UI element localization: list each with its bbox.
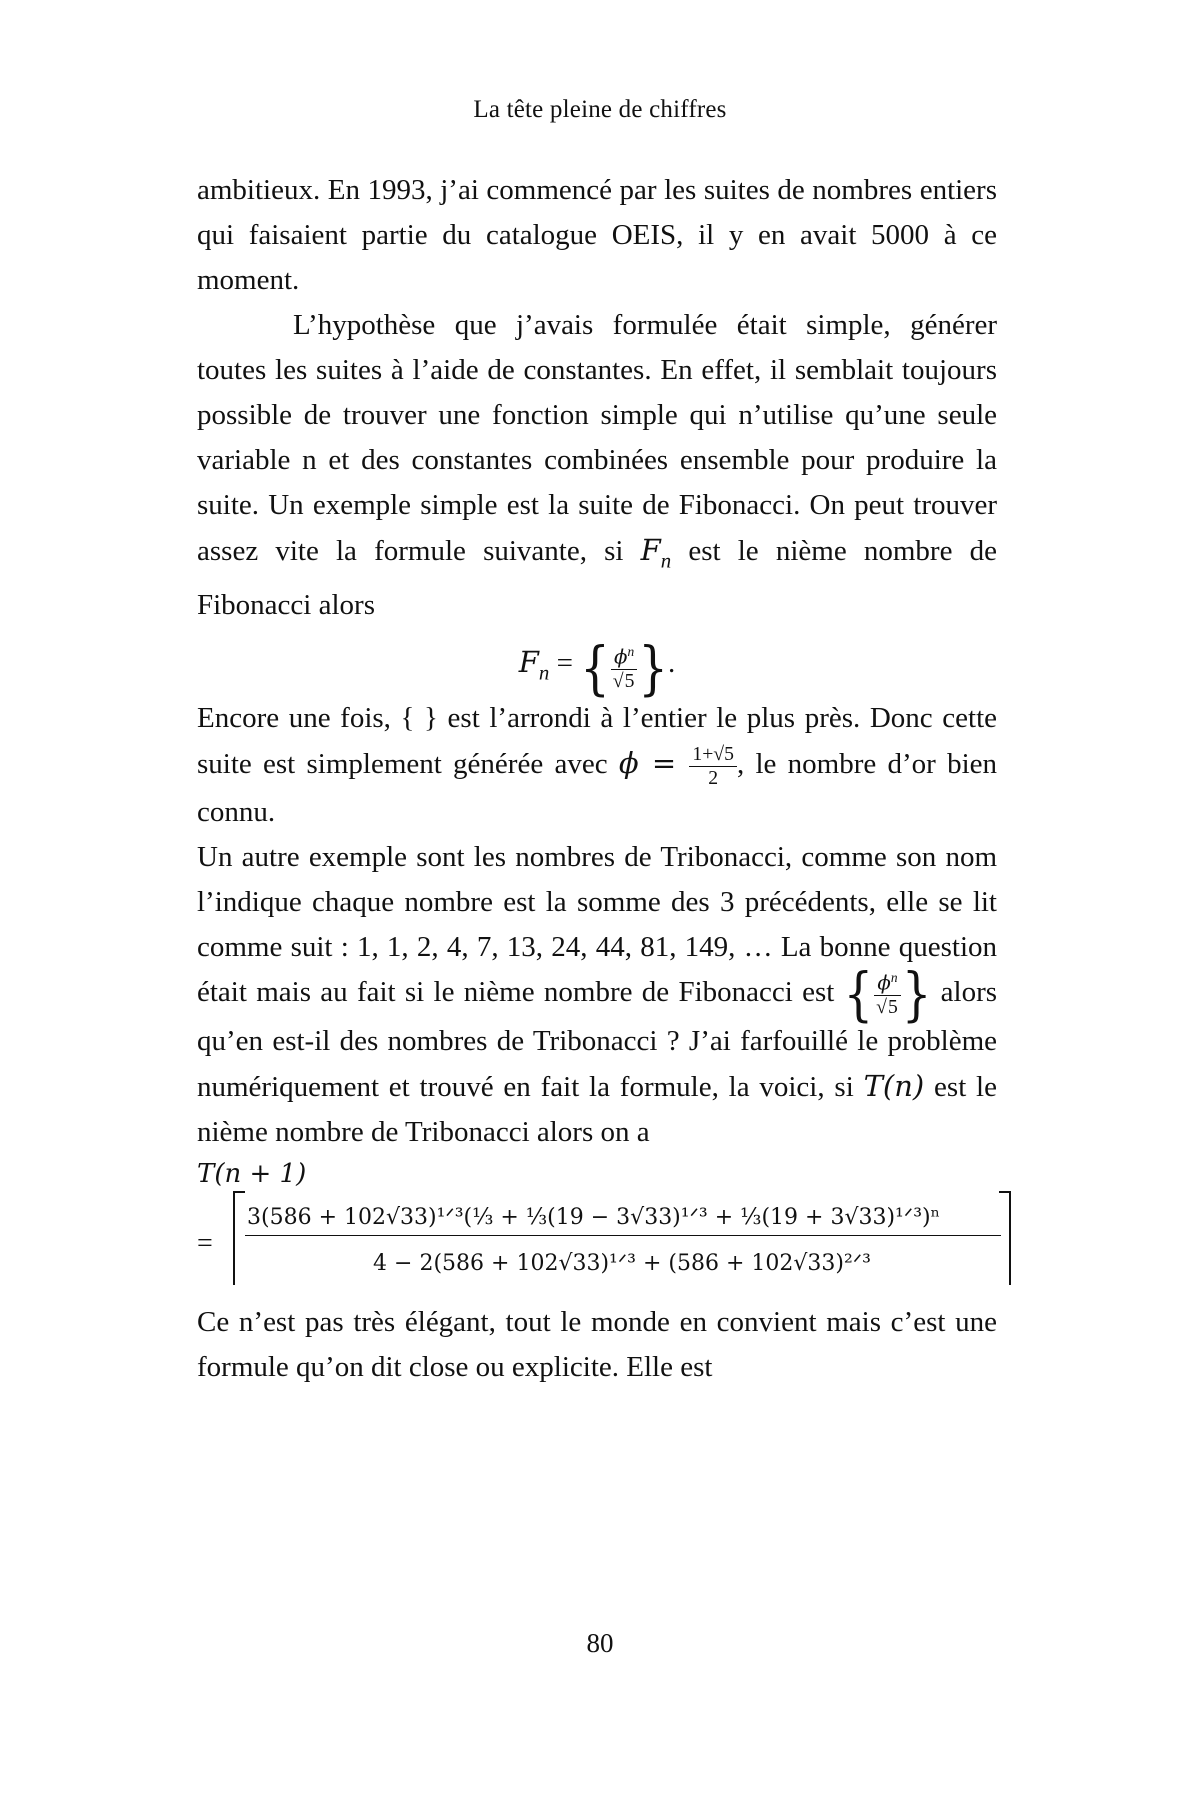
paragraph-1: ambitieux. En 1993, j’ai commencé par les suites de nombres entiers qui faisaient partie du catalogue OEIS, il y en avait 5000 à ce moment. — [197, 174, 997, 296]
p4-radicand: 5 — [887, 995, 898, 1018]
paragraph-2 — [197, 303, 997, 628]
eq1-radicand: 5 — [624, 669, 635, 692]
paragraph-3-end: , le nombre d’or bien connu. — [197, 748, 997, 828]
fibonacci-equation — [197, 630, 997, 702]
formula-denominator: 4 − 2(586 + 102√33)¹ᐟ³ + (586 + 102√33)²ᐟ³ — [373, 1250, 871, 1276]
page-number: 80 — [586, 1628, 614, 1658]
eq1-phi: ϕ — [614, 645, 628, 668]
paragraph-5: Ce n’est pas très élégant, tout le monde en convient mais c’est une formule qu’on dit close ou explicite. Elle est — [197, 1306, 997, 1383]
tribonacci-formula — [197, 1191, 997, 1287]
formula-numerator: 3(586 + 102√33)¹ᐟ³(⅓ + ⅓(19 − 3√33)¹ᐟ³ + ⅓(19 + 3√33)¹ᐟ³)ⁿ — [247, 1204, 941, 1230]
paragraph-4 — [197, 835, 997, 1155]
p4-phi-sup: n — [890, 969, 898, 985]
paragraph-2-end: est le nième nombre de Fibonacci alors — [197, 535, 997, 622]
running-head: La tête pleine de chiffres — [473, 96, 727, 123]
paragraph-3-start: Encore une fois, { } est l’arrondi à l’entier le plus près. Donc cette suite est simplement générée avec — [197, 702, 997, 781]
floor-bracket-right — [999, 1191, 1011, 1285]
tn-symbol: T(n) — [863, 1068, 925, 1103]
eq1-lhs: F — [518, 645, 539, 680]
golden-ratio-den: 2 — [708, 767, 719, 790]
paragraph-3 — [197, 696, 997, 835]
fn-symbol: F — [640, 533, 661, 567]
p4-phi: ϕ — [877, 971, 891, 995]
tribonacci-lhs: T(n + 1) — [197, 1158, 307, 1189]
formula-equals: = — [197, 1227, 213, 1259]
paragraph-4-end: est le nième nombre de Tribonacci alors on a — [197, 1070, 997, 1148]
paragraph-4-mid: alors qu’en est-il des nombres de Tribonacci ? J’ai farfouillé le problème numériquement et trouvé en fait la formule, la voici, si — [197, 975, 998, 1103]
golden-ratio-num: 1+√5 — [689, 743, 737, 767]
golden-ratio-fraction — [689, 743, 737, 789]
floor-bracket-left — [233, 1191, 245, 1285]
eq1-period: . — [667, 647, 676, 680]
p4-rounding: { $\frac{\phi^n}{√5}$ } — [843, 960, 932, 1028]
formula-fraction-bar — [245, 1235, 1001, 1236]
eq1-lhs-sub: n — [538, 660, 550, 685]
phi-definition: ϕ = — [618, 746, 690, 781]
eq1-equals: = — [549, 647, 581, 680]
fn-subscript: n — [660, 548, 672, 573]
body-text — [197, 168, 997, 1287]
paragraph-2-start: L’hypothèse que j’avais formulée était simple, générer toutes les suites à l’aide de constantes. En effet, il semblait toujours possible de trouver une fonction simple qui n’utilise qu’une seule variable n et des constantes combinées ensemble pour produire la suite. Un exemple simple est la suite de Fibonacci. On peut trouver assez vite la formule suivante, si — [197, 309, 997, 567]
eq1-rounding: { $\frac{\phi^n}{√5}$ } — [580, 633, 668, 702]
paragraph-4-start: Un autre exemple sont les nombres de Tribonacci, comme son nom l’indique chaque nombre est la somme des 3 précédents, elle se lit comme suit : 1, 1, 2, 4, 7, 13, 24, 44, 81, 149, … La bonne question était mais au fait si le nième nombre de Fibonacci est — [197, 840, 997, 1008]
body-text-end — [197, 1300, 997, 1390]
eq1-phi-sup: n — [627, 643, 635, 659]
